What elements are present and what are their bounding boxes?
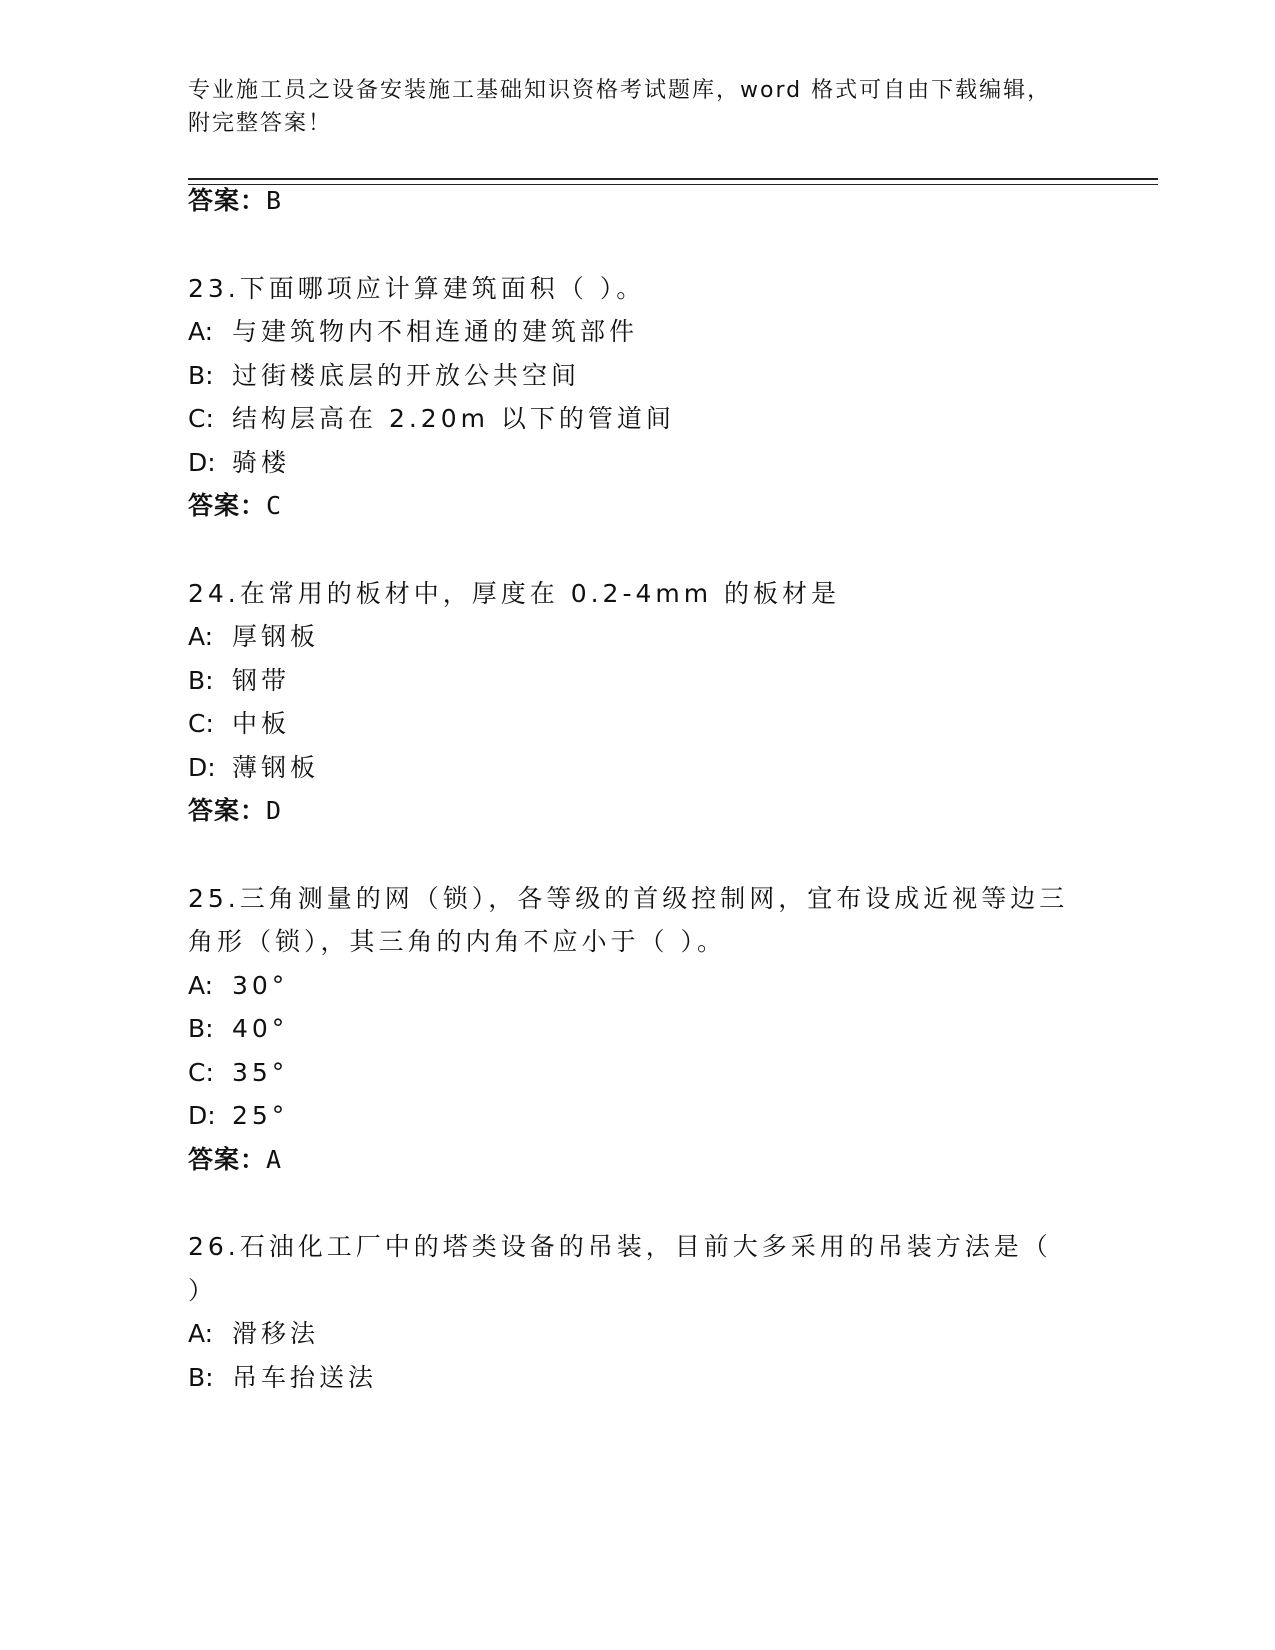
question-23: 23.下面哪项应计算建筑面积（ ）。 — [188, 274, 646, 303]
option-text: 厚钢板 — [232, 622, 320, 651]
option-a — [188, 968, 288, 1004]
option-a — [188, 1316, 319, 1352]
option-d — [188, 750, 319, 786]
option-text: 中板 — [232, 709, 291, 738]
option-letter: A: — [188, 971, 214, 1000]
answer-line — [188, 183, 282, 219]
option-letter: A: — [188, 317, 214, 346]
answer-value: B — [266, 186, 283, 215]
header-line-1: 专业施工员之设备安装施工基础知识资格考试题库，word 格式可自由下载编辑， — [188, 78, 1052, 103]
answer-label: 答案： — [188, 491, 267, 520]
option-text: 吊车抬送法 — [232, 1363, 378, 1392]
option-letter: C: — [188, 404, 214, 433]
option-text: 30° — [232, 971, 289, 1000]
option-text: 35° — [232, 1058, 289, 1087]
option-b — [188, 1360, 377, 1396]
question-26: 26.石油化工厂中的塔类设备的吊装，目前大多采用的吊装方法是（ — [188, 1232, 1052, 1261]
option-a — [188, 314, 638, 350]
answer-label: 答案： — [188, 796, 267, 825]
answer-line — [188, 793, 282, 829]
option-d — [188, 445, 290, 481]
answer-label: 答案： — [188, 186, 267, 215]
option-letter: D: — [188, 448, 216, 477]
option-b — [188, 663, 290, 699]
option-letter: B: — [188, 1014, 214, 1043]
document-header — [188, 74, 1088, 140]
option-letter: D: — [188, 753, 216, 782]
option-b — [188, 1011, 288, 1047]
option-text: 与建筑物内不相连通的建筑部件 — [232, 317, 639, 346]
option-text: 滑移法 — [232, 1319, 320, 1348]
option-text: 过街楼底层的开放公共空间 — [232, 361, 581, 390]
question-25-continued: 角形（锁），其三角的内角不应小于（ ）。 — [188, 927, 726, 956]
option-letter: C: — [188, 1058, 214, 1087]
answer-value: D — [266, 796, 283, 825]
header-line-2: 附完整答案！ — [188, 111, 333, 136]
option-letter: A: — [188, 1319, 214, 1348]
option-text: 钢带 — [232, 666, 291, 695]
answer-label: 答案： — [188, 1145, 267, 1174]
answer-line — [188, 1142, 282, 1178]
option-c — [188, 706, 290, 742]
header-divider-thick — [188, 178, 1158, 180]
header-divider-thin — [188, 184, 1158, 185]
question-26-continued: ） — [188, 1276, 218, 1305]
option-text: 25° — [232, 1101, 289, 1130]
option-letter: C: — [188, 709, 214, 738]
option-letter: D: — [188, 1101, 216, 1130]
option-d — [188, 1098, 288, 1134]
answer-value: C — [266, 491, 283, 520]
question-25: 25.三角测量的网（锁），各等级的首级控制网，宜布设成近视等边三 — [188, 884, 1069, 913]
option-text: 薄钢板 — [232, 753, 320, 782]
option-c — [188, 1055, 288, 1091]
answer-line — [188, 488, 282, 524]
option-letter: A: — [188, 622, 214, 651]
option-letter: B: — [188, 361, 214, 390]
option-letter: B: — [188, 1363, 214, 1392]
option-b — [188, 358, 580, 394]
option-text: 结构层高在 2.20m 以下的管道间 — [232, 404, 675, 433]
option-a — [188, 619, 319, 655]
answer-value: A — [266, 1145, 283, 1174]
option-letter: B: — [188, 666, 214, 695]
option-c — [188, 401, 675, 437]
option-text: 骑楼 — [232, 448, 291, 477]
question-24: 24.在常用的板材中，厚度在 0.2-4mm 的板材是 — [188, 579, 841, 608]
option-text: 40° — [232, 1014, 289, 1043]
